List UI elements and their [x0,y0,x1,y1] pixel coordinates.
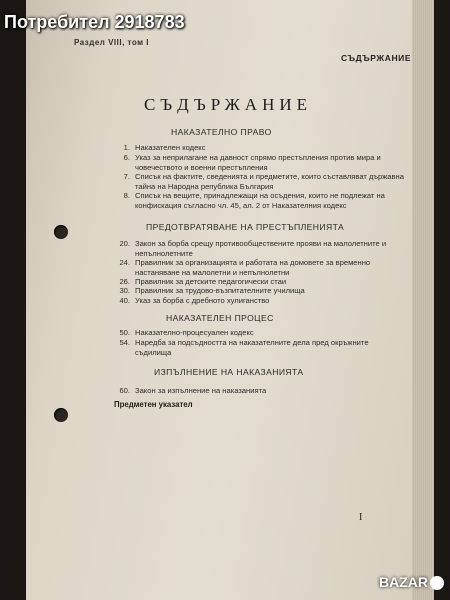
logo-text: BAZAR [379,573,428,590]
toc-entry [114,191,404,210]
section-heading: НАКАЗАТЕЛНО ПРАВО [171,127,272,137]
entry-text: Правилник за детските педагогически стаи [135,277,287,286]
section-heading: НАКАЗАТЕЛЕН ПРОЦЕС [166,313,274,323]
section-heading: ПРЕДОТВРАТЯВАНЕ НА ПРЕСТЪПЛЕНИЯТА [146,222,345,232]
entry-number: 30. [119,286,130,295]
entry-text: Наказателно-процесуален кодекс [135,328,254,337]
page-number: I [359,512,363,523]
page-title: СЪДЪРЖАНИЕ [144,95,313,114]
toc-entry [114,153,404,172]
entry-number: 60. [119,386,130,395]
entry-number: 20. [119,239,130,248]
toc-entry [114,386,404,396]
entry-number: 7. [123,172,130,181]
entry-number: 50. [119,328,130,337]
entry-text: Закон за борба срещу противообществените прояви на малолетните и непълнолетните [135,239,387,258]
user-watermark: Потребител 2918783 [4,12,185,32]
entry-number: 54. [119,338,130,347]
entry-number: 40. [119,296,130,305]
document-page [26,0,434,600]
toc-entry [114,239,404,258]
site-logo [379,574,444,590]
entry-text: Списък на фактите, сведенията и предметите, които съставляват държавна тайна на Народна република България [135,172,404,191]
logo-mark-icon [430,576,444,590]
entry-text: Наредба за подсъдността на наказателните дела пред окръжните съдилища [135,338,369,357]
toc-entry [114,338,404,357]
entry-text: Правилник за организацията и работата на домовете за временно настаняване на малолетни и непълнолетни [135,258,371,277]
toc-entry [114,143,404,153]
entry-text: Указ за борба с дребното хулиганство [135,296,270,305]
running-head-right: СЪДЪРЖАНИЕ [341,53,412,63]
subject-index-entry: Предметен указател [114,400,193,409]
section-heading: ИЗПЪЛНЕНИЕ НА НАКАЗАНИЯТА [154,367,304,377]
page-edges [412,0,434,600]
toc-entry [114,296,404,306]
entry-text: Списък на вещите, принадлежащи на осъдения, които не подлежат на конфискация съгласно чл. 45, ал. 2 от Наказателния кодекс [135,191,385,210]
running-head-left: Раздел VIII, том I [74,38,149,47]
toc-entry [114,286,404,296]
entry-number: 6. [123,153,130,162]
binding-hole [54,408,68,422]
toc-entry [114,258,404,277]
entry-number: 8. [123,191,130,200]
entry-text: Правилник за трудово-възпитателните училища [135,286,305,295]
entry-text: Указ за неприлагане на давност спрямо престъпления против мира и човечеството и военни престъпления [135,153,381,172]
entry-number: 26. [119,277,130,286]
binding-hole [54,225,68,239]
entry-text: Наказателен кодекс [135,143,206,152]
entry-number: 1. [123,143,130,152]
toc-entry [114,172,404,191]
entry-number: 24. [119,258,130,267]
toc-entry [114,328,404,338]
entry-text: Закон за изпълнение на наказанията [135,386,267,395]
